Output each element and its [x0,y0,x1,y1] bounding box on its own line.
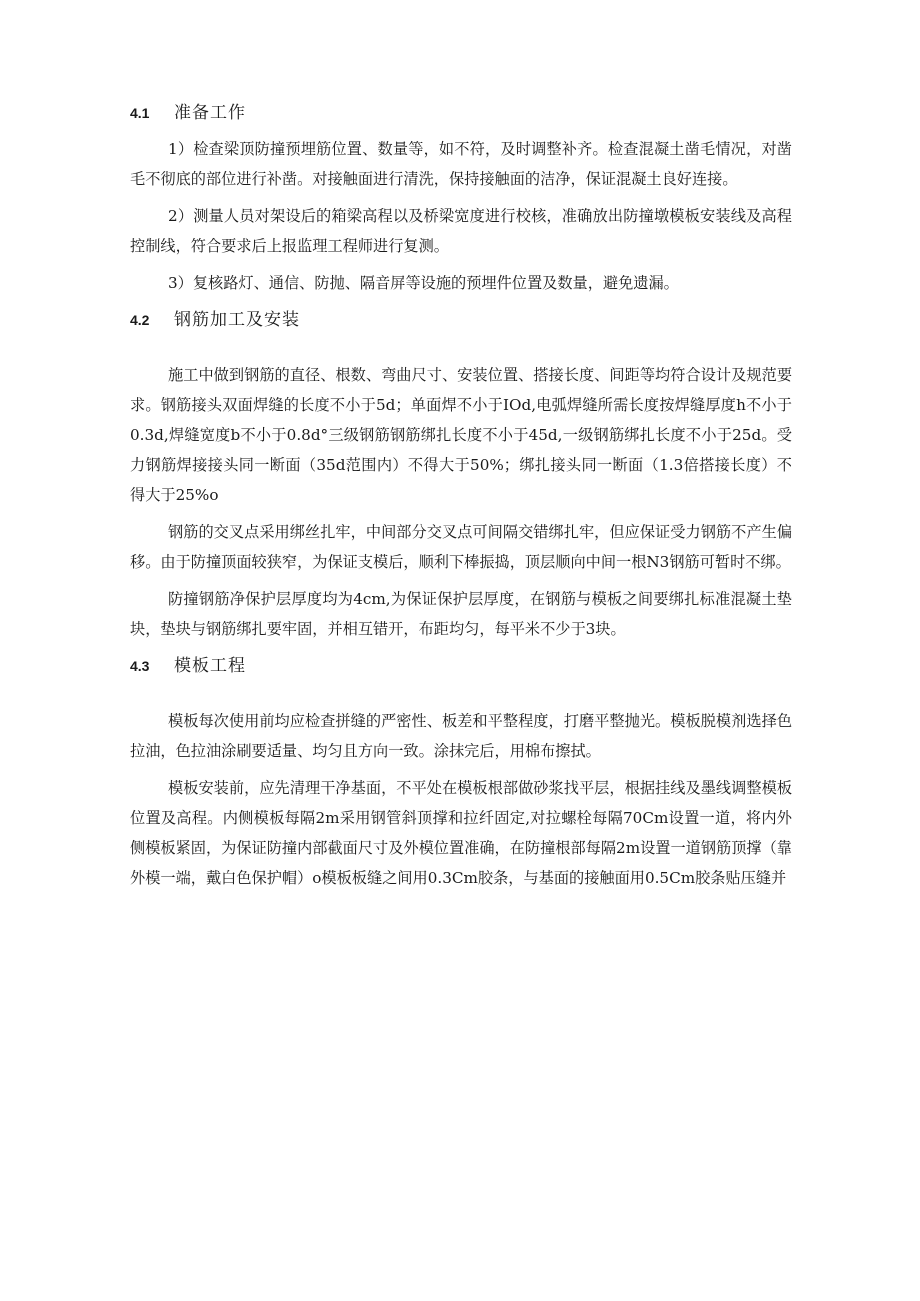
document-body [130,98,792,900]
paragraph: 防撞钢筋净保护层厚度均为4cm,为保证保护层厚度，在钢筋与模板之间要绑扎标准混凝土垫块，垫块与钢筋绑扎要牢固，并相互错开，布距均匀，每平米不少于3块。 [130,590,792,638]
paragraph: 模板安装前，应先清理干净基面，不平处在模板根部做砂浆找平层，根据挂线及墨线调整模板位置及高程。内侧模板每隔2m采用钢管斜顶撑和拉纤固定,对拉螺栓每隔70Cm设置一道，将内外侧模板紧固，为保证防撞内部截面尺寸及外模位置准确，在防撞根部每隔2m设置一道钢筋顶撑（靠外模一端，戴白色保护帽）o模板板缝之间用0.3Cm胶条，与基面的接触面用0.5Cm胶条贴压缝并 [130,779,792,887]
paragraph: 1）检查梁顶防撞预埋筋位置、数量等，如不符，及时调整补齐。检查混凝土凿毛情况，对凿毛不彻底的部位进行补凿。对接触面进行清洗，保持接触面的洁净，保证混凝土良好连接。 [130,140,792,188]
paragraph: 钢筋的交叉点采用绑丝扎牢，中间部分交叉点可间隔交错绑扎牢，但应保证受力钢筋不产生偏移。由于防撞顶面较狭窄，为保证支模后，顺利下棒振捣，顶层顺向中间一根N3钢筋可暂时不绑。 [130,523,792,571]
paragraph: 模板每次使用前均应检查拼缝的严密性、板差和平整程度，打磨平整抛光。模板脱模剂选择色拉油，色拉油涂刷要适量、均匀且方向一致。涂抹完后，用棉布擦拭。 [130,712,792,760]
section-number: 4.2 [130,312,150,328]
paragraph: 3）复核路灯、通信、防抛、隔音屏等设施的预埋件位置及数量，避免遗漏。 [168,274,679,292]
section-title: 准备工作 [174,103,246,123]
paragraph: 施工中做到钢筋的直径、根数、弯曲尺寸、安装位置、搭接长度、间距等均符合设计及规范要求。钢筋接头双面焊缝的长度不小于5d；单面焊不小于IOd,电弧焊缝所需长度按焊缝厚度h不小于0.3d,焊缝宽度b不小于0.8d°三级钢筋钢筋绑扎长度不小于45d,一级钢筋绑扎长度不小于25d。受力钢筋焊接接头同一断面（35d范围内）不得大于50%；绑扎接头同一断面（1.3倍搭接长度）不得大于25%o [130,366,792,504]
spacer [130,337,792,360]
section-title: 模板工程 [174,656,246,676]
paragraph: 2）测量人员对架设后的箱梁高程以及桥梁宽度进行校核，准确放出防撞墩模板安装线及高程控制线，符合要求后上报监理工程师进行复测。 [130,207,792,255]
section-number: 4.3 [130,658,150,674]
spacer [130,683,792,706]
section-heading-4-2 [130,305,792,337]
section-number: 4.1 [130,105,150,121]
section-heading-4-1 [130,98,792,130]
section-heading-4-3 [130,651,792,683]
section-title: 钢筋加工及安装 [174,310,300,330]
